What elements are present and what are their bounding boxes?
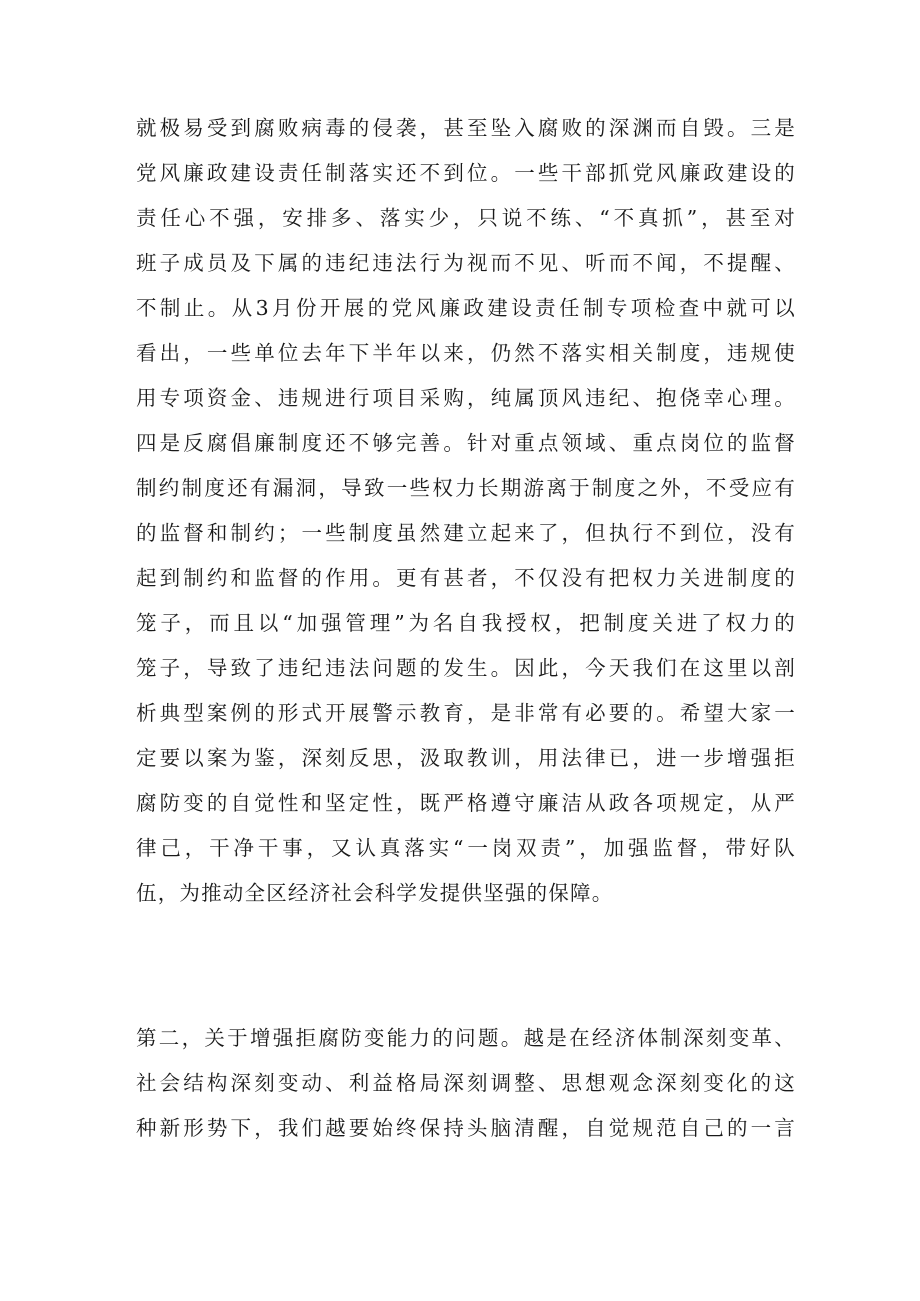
paragraph-2 bbox=[136, 1016, 796, 1151]
paragraph-gap bbox=[136, 916, 920, 1016]
paragraph-1 bbox=[136, 106, 796, 916]
text-line: 班子成员及下属的违纪违法行为视而不见、听而不闻，不提醒、 bbox=[136, 251, 796, 275]
text-line: 制约制度还有漏洞，导致一些权力长期游离于制度之外，不受应有 bbox=[136, 476, 796, 500]
text-line: 伍，为推动全区经济社会科学发提供坚强的保障。 bbox=[136, 881, 614, 905]
text-line: 就极易受到腐败病毒的侵袭，甚至坠入腐败的深渊而自毁。三是 bbox=[136, 116, 796, 140]
text-line: 用专项资金、违规进行项目采购，纯属顶风违纪、抱侥幸心理。 bbox=[136, 386, 796, 410]
text-line: 腐防变的自觉性和坚定性，既严格遵守廉洁从政各项规定，从严 bbox=[136, 791, 796, 815]
text-line: 党风廉政建设责任制落实还不到位。一些干部抓党风廉政建设的 bbox=[136, 161, 796, 185]
text-line: 笼子，而且以“加强管理”为名自我授权，把制度关进了权力的 bbox=[136, 611, 796, 635]
text-line: 第二，关于增强拒腐防变能力的问题。越是在经济体制深刻变革、 bbox=[136, 1026, 796, 1050]
text-line: 起到制约和监督的作用。更有甚者，不仅没有把权力关进制度的 bbox=[136, 566, 796, 590]
text-line: 四是反腐倡廉制度还不够完善。针对重点领域、重点岗位的监督 bbox=[136, 431, 796, 455]
text-line: 社会结构深刻变动、利益格局深刻调整、思想观念深刻变化的这 bbox=[136, 1071, 796, 1095]
text-line: 看出，一些单位去年下半年以来，仍然不落实相关制度，违规使 bbox=[136, 341, 796, 365]
text-line: 种新形势下，我们越要始终保持头脑清醒，自觉规范自己的一言 bbox=[136, 1116, 796, 1140]
text-line: 析典型案例的形式开展警示教育，是非常有必要的。希望大家一 bbox=[136, 701, 796, 725]
text-line: 的监督和制约；一些制度虽然建立起来了，但执行不到位，没有 bbox=[136, 521, 796, 545]
text-line: 不制止。从3月份开展的党风廉政建设责任制专项检查中就可以 bbox=[136, 296, 796, 320]
text-line: 定要以案为鉴，深刻反思，汲取教训，用法律已，进一步增强拒 bbox=[136, 746, 796, 770]
text-line: 笼子，导致了违纪违法问题的发生。因此，今天我们在这里以剖 bbox=[136, 656, 796, 680]
text-line: 律己，干净干事，又认真落实“一岗双责”，加强监督，带好队 bbox=[136, 836, 796, 860]
text-line: 责任心不强，安排多、落实少，只说不练、“不真抓”，甚至对 bbox=[136, 206, 796, 230]
